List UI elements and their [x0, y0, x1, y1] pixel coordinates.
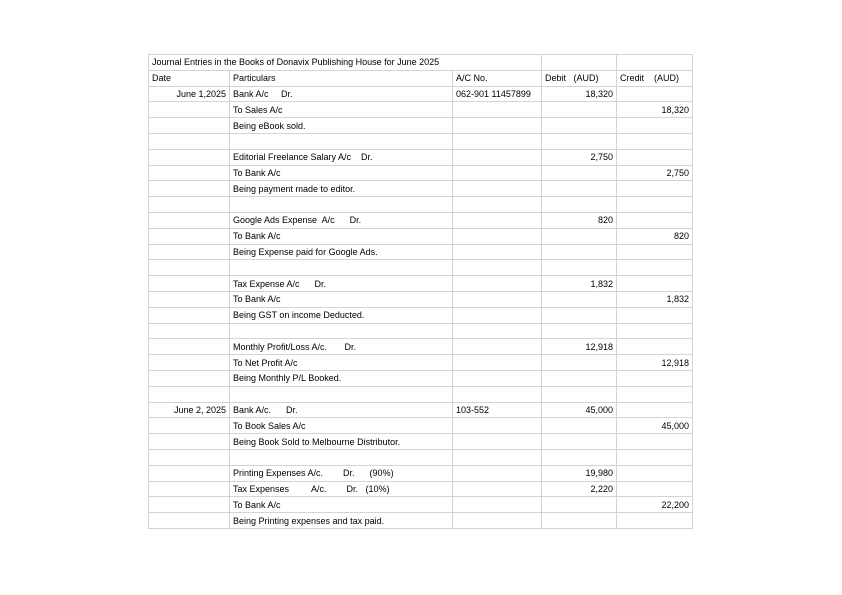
- credit-cell[interactable]: [617, 133, 693, 149]
- ac-no-cell[interactable]: [453, 513, 542, 529]
- date-cell[interactable]: [149, 355, 230, 371]
- particulars-cell[interactable]: Tax Expense A/c Dr.: [230, 276, 453, 292]
- date-cell[interactable]: [149, 118, 230, 134]
- ac-no-cell[interactable]: [453, 497, 542, 513]
- particulars-cell[interactable]: Being Book Sold to Melbourne Distributor.: [230, 434, 453, 450]
- particulars-cell[interactable]: Google Ads Expense A/c Dr.: [230, 212, 453, 228]
- debit-cell[interactable]: [542, 197, 617, 213]
- ac-no-cell[interactable]: [453, 339, 542, 355]
- header-debit[interactable]: Debit (AUD): [542, 70, 617, 86]
- date-cell[interactable]: [149, 465, 230, 481]
- date-cell[interactable]: [149, 449, 230, 465]
- debit-cell[interactable]: 18,320: [542, 86, 617, 102]
- journal-row: [149, 434, 693, 450]
- ac-no-cell[interactable]: [453, 386, 542, 402]
- credit-cell[interactable]: [617, 86, 693, 102]
- particulars-cell[interactable]: Printing Expenses A/c. Dr. (90%): [230, 465, 453, 481]
- journal-row: [149, 339, 693, 355]
- date-cell[interactable]: [149, 133, 230, 149]
- ac-no-cell[interactable]: [453, 212, 542, 228]
- journal-table: [148, 54, 693, 529]
- journal-row: [149, 513, 693, 529]
- ac-no-cell[interactable]: [453, 181, 542, 197]
- particulars-cell[interactable]: To Bank A/c: [230, 228, 453, 244]
- debit-cell[interactable]: [542, 434, 617, 450]
- credit-cell[interactable]: [617, 449, 693, 465]
- debit-cell[interactable]: 2,220: [542, 481, 617, 497]
- particulars-cell[interactable]: Being eBook sold.: [230, 118, 453, 134]
- journal-row: [149, 118, 693, 134]
- ac-no-cell[interactable]: [453, 418, 542, 434]
- date-cell[interactable]: [149, 481, 230, 497]
- ac-no-cell[interactable]: [453, 133, 542, 149]
- credit-cell[interactable]: 45,000: [617, 418, 693, 434]
- date-cell[interactable]: [149, 228, 230, 244]
- header-date[interactable]: Date: [149, 70, 230, 86]
- ac-no-cell[interactable]: [453, 481, 542, 497]
- ac-no-cell[interactable]: [453, 118, 542, 134]
- debit-cell[interactable]: [542, 323, 617, 339]
- ac-no-cell[interactable]: [453, 291, 542, 307]
- date-cell[interactable]: [149, 513, 230, 529]
- credit-cell[interactable]: [617, 339, 693, 355]
- date-cell[interactable]: [149, 386, 230, 402]
- credit-cell[interactable]: [617, 181, 693, 197]
- header-ac-no[interactable]: A/C No.: [453, 70, 542, 86]
- credit-cell[interactable]: 18,320: [617, 102, 693, 118]
- date-cell[interactable]: [149, 307, 230, 323]
- debit-cell[interactable]: 1,832: [542, 276, 617, 292]
- header-credit[interactable]: Credit (AUD): [617, 70, 693, 86]
- credit-cell[interactable]: [617, 386, 693, 402]
- journal-row: [149, 370, 693, 386]
- particulars-cell[interactable]: Bank A/c. Dr.: [230, 402, 453, 418]
- journal-row: [149, 133, 693, 149]
- date-cell[interactable]: [149, 434, 230, 450]
- particulars-cell[interactable]: To Bank A/c: [230, 291, 453, 307]
- ac-no-cell[interactable]: [453, 197, 542, 213]
- particulars-cell[interactable]: Being GST on income Deducted.: [230, 307, 453, 323]
- credit-cell[interactable]: [617, 118, 693, 134]
- title-row-empty-cell[interactable]: [617, 55, 693, 71]
- ac-no-cell[interactable]: [453, 434, 542, 450]
- journal-row: [149, 181, 693, 197]
- date-cell[interactable]: [149, 102, 230, 118]
- debit-cell[interactable]: [542, 418, 617, 434]
- credit-cell[interactable]: [617, 513, 693, 529]
- ac-no-cell[interactable]: [453, 260, 542, 276]
- particulars-cell[interactable]: Being Expense paid for Google Ads.: [230, 244, 453, 260]
- debit-cell[interactable]: [542, 307, 617, 323]
- date-cell[interactable]: June 1,2025: [149, 86, 230, 102]
- debit-cell[interactable]: [542, 370, 617, 386]
- debit-cell[interactable]: [542, 133, 617, 149]
- date-cell[interactable]: [149, 370, 230, 386]
- date-cell[interactable]: [149, 276, 230, 292]
- date-cell[interactable]: [149, 244, 230, 260]
- debit-cell[interactable]: 2,750: [542, 149, 617, 165]
- journal-row: [149, 323, 693, 339]
- credit-cell[interactable]: [617, 149, 693, 165]
- credit-cell[interactable]: [617, 212, 693, 228]
- debit-cell[interactable]: [542, 291, 617, 307]
- particulars-cell[interactable]: [230, 386, 453, 402]
- title-row-empty-cell[interactable]: [542, 55, 617, 71]
- journal-row: [149, 165, 693, 181]
- date-cell[interactable]: [149, 212, 230, 228]
- credit-cell[interactable]: 2,750: [617, 165, 693, 181]
- debit-cell[interactable]: [542, 181, 617, 197]
- credit-cell[interactable]: 1,832: [617, 291, 693, 307]
- credit-cell[interactable]: [617, 260, 693, 276]
- debit-cell[interactable]: [542, 386, 617, 402]
- journal-row: [149, 418, 693, 434]
- particulars-cell[interactable]: [230, 197, 453, 213]
- debit-cell[interactable]: [542, 244, 617, 260]
- date-cell[interactable]: [149, 291, 230, 307]
- debit-cell[interactable]: [542, 513, 617, 529]
- date-cell[interactable]: [149, 323, 230, 339]
- header-row: [149, 70, 693, 86]
- debit-cell[interactable]: [542, 260, 617, 276]
- ac-no-cell[interactable]: 062-901 11457899: [453, 86, 542, 102]
- particulars-cell[interactable]: Being Printing expenses and tax paid.: [230, 513, 453, 529]
- debit-cell[interactable]: [542, 497, 617, 513]
- debit-cell[interactable]: 820: [542, 212, 617, 228]
- credit-cell[interactable]: [617, 197, 693, 213]
- particulars-cell[interactable]: To Net Profit A/c: [230, 355, 453, 371]
- journal-row: [149, 228, 693, 244]
- debit-cell[interactable]: [542, 228, 617, 244]
- journal-row: [149, 197, 693, 213]
- debit-cell[interactable]: 12,918: [542, 339, 617, 355]
- debit-cell[interactable]: [542, 355, 617, 371]
- journal-row: [149, 386, 693, 402]
- credit-cell[interactable]: [617, 465, 693, 481]
- title-row: [149, 55, 693, 71]
- debit-cell[interactable]: [542, 102, 617, 118]
- ac-no-cell[interactable]: [453, 276, 542, 292]
- ac-no-cell[interactable]: [453, 449, 542, 465]
- credit-cell[interactable]: 820: [617, 228, 693, 244]
- credit-cell[interactable]: [617, 323, 693, 339]
- date-cell[interactable]: [149, 339, 230, 355]
- journal-row: [149, 481, 693, 497]
- date-cell[interactable]: [149, 418, 230, 434]
- particulars-cell[interactable]: To Bank A/c: [230, 497, 453, 513]
- credit-cell[interactable]: [617, 370, 693, 386]
- particulars-cell[interactable]: Being Monthly P/L Booked.: [230, 370, 453, 386]
- date-cell[interactable]: [149, 260, 230, 276]
- ac-no-cell[interactable]: [453, 102, 542, 118]
- journal-row: [149, 260, 693, 276]
- date-cell[interactable]: [149, 149, 230, 165]
- journal-row: [149, 149, 693, 165]
- debit-cell[interactable]: [542, 165, 617, 181]
- credit-cell[interactable]: [617, 307, 693, 323]
- ac-no-cell[interactable]: [453, 370, 542, 386]
- particulars-cell[interactable]: To Bank A/c: [230, 165, 453, 181]
- credit-cell[interactable]: 12,918: [617, 355, 693, 371]
- particulars-cell[interactable]: To Sales A/c: [230, 102, 453, 118]
- particulars-cell[interactable]: [230, 260, 453, 276]
- journal-row: [149, 355, 693, 371]
- debit-cell[interactable]: 19,980: [542, 465, 617, 481]
- journal-row: [149, 291, 693, 307]
- date-cell[interactable]: June 2, 2025: [149, 402, 230, 418]
- journal-row: [149, 212, 693, 228]
- credit-cell[interactable]: [617, 434, 693, 450]
- journal-row: [149, 102, 693, 118]
- journal-row: [149, 307, 693, 323]
- date-cell[interactable]: [149, 165, 230, 181]
- ac-no-cell[interactable]: [453, 465, 542, 481]
- credit-cell[interactable]: 22,200: [617, 497, 693, 513]
- header-particulars[interactable]: Particulars: [230, 70, 453, 86]
- particulars-cell[interactable]: Bank A/c Dr.: [230, 86, 453, 102]
- debit-cell[interactable]: [542, 118, 617, 134]
- ac-no-cell[interactable]: [453, 165, 542, 181]
- particulars-cell[interactable]: [230, 323, 453, 339]
- debit-cell[interactable]: 45,000: [542, 402, 617, 418]
- particulars-cell[interactable]: Being payment made to editor.: [230, 181, 453, 197]
- ac-no-cell[interactable]: [453, 244, 542, 260]
- ac-no-cell[interactable]: [453, 323, 542, 339]
- particulars-cell[interactable]: Tax Expenses A/c. Dr. (10%): [230, 481, 453, 497]
- date-cell[interactable]: [149, 181, 230, 197]
- credit-cell[interactable]: [617, 402, 693, 418]
- journal-row: [149, 276, 693, 292]
- journal-row: [149, 402, 693, 418]
- credit-cell[interactable]: [617, 481, 693, 497]
- date-cell[interactable]: [149, 497, 230, 513]
- journal-row: [149, 449, 693, 465]
- particulars-cell[interactable]: Monthly Profit/Loss A/c. Dr.: [230, 339, 453, 355]
- journal-row: [149, 244, 693, 260]
- particulars-cell[interactable]: [230, 449, 453, 465]
- ac-no-cell[interactable]: [453, 307, 542, 323]
- ac-no-cell[interactable]: 103-552: [453, 402, 542, 418]
- journal-row: [149, 465, 693, 481]
- ac-no-cell[interactable]: [453, 228, 542, 244]
- particulars-cell[interactable]: Editorial Freelance Salary A/c Dr.: [230, 149, 453, 165]
- ac-no-cell[interactable]: [453, 355, 542, 371]
- journal-row: [149, 86, 693, 102]
- date-cell[interactable]: [149, 197, 230, 213]
- credit-cell[interactable]: [617, 276, 693, 292]
- credit-cell[interactable]: [617, 244, 693, 260]
- particulars-cell[interactable]: [230, 133, 453, 149]
- ac-no-cell[interactable]: [453, 149, 542, 165]
- particulars-cell[interactable]: To Book Sales A/c: [230, 418, 453, 434]
- journal-row: [149, 497, 693, 513]
- debit-cell[interactable]: [542, 449, 617, 465]
- sheet-title[interactable]: Journal Entries in the Books of Donavix Publishing House for June 2025: [149, 55, 542, 71]
